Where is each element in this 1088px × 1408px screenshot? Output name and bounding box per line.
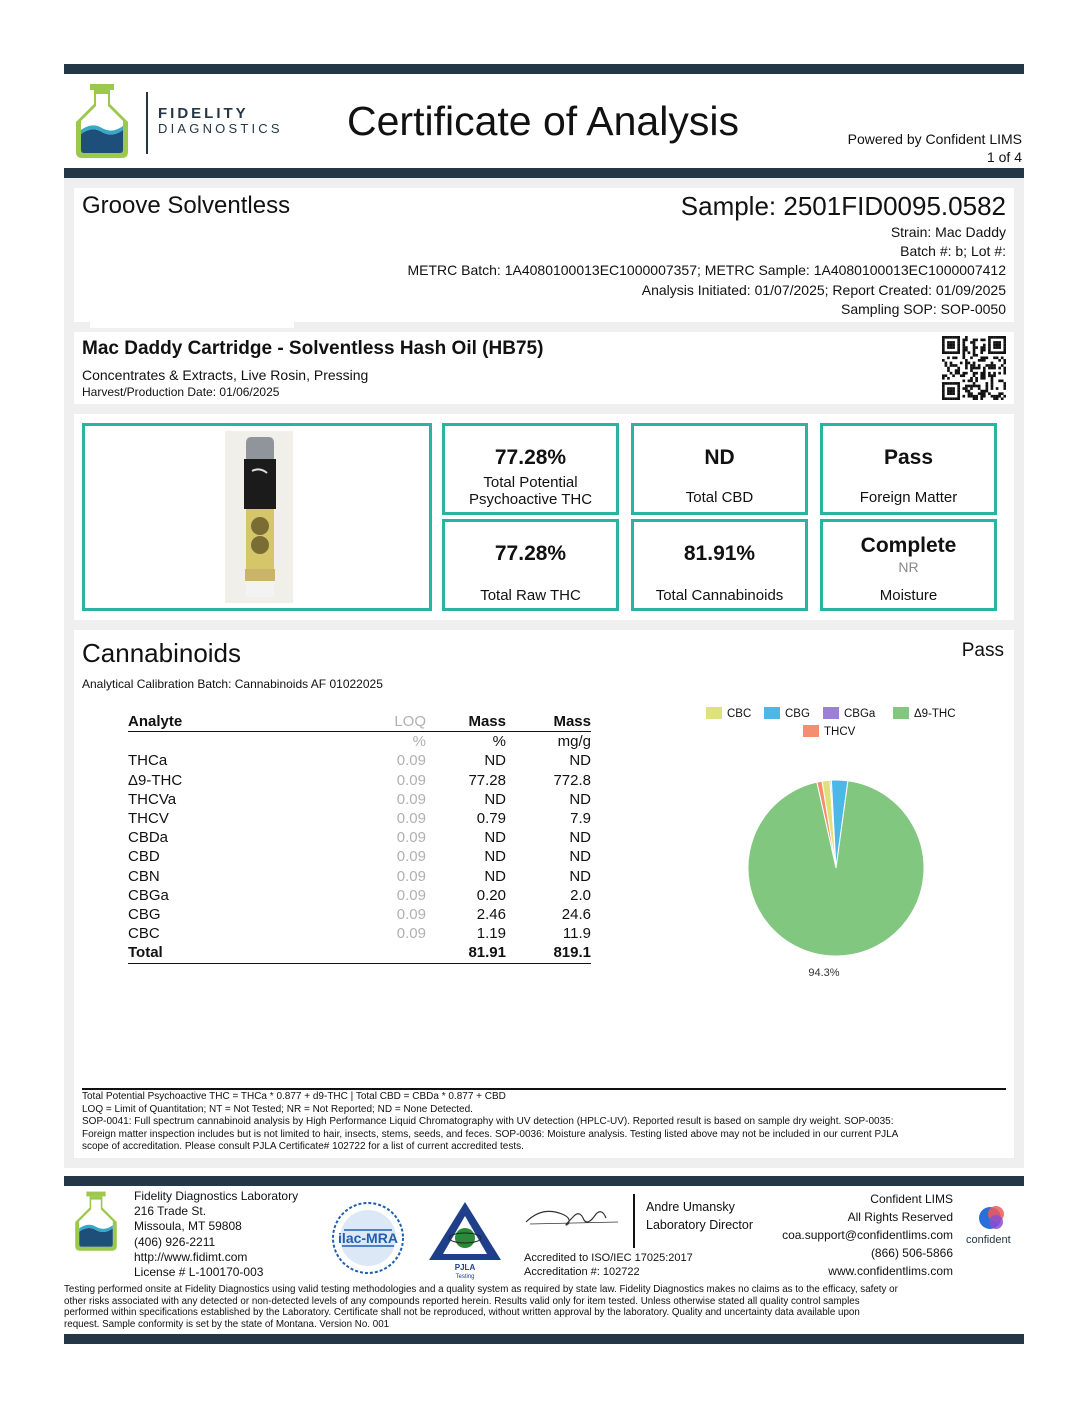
unit-mass-pct: %: [492, 733, 506, 751]
legend-label: CBG: [785, 708, 810, 720]
legend-label: THCV: [824, 726, 856, 738]
mass-pct-value: 77.28: [468, 771, 506, 789]
cannabinoid-pie-chart: [700, 740, 980, 990]
total-cannabinoids-value: 81.91%: [683, 542, 756, 565]
legend-label: CBGa: [844, 708, 876, 720]
analyte-name: CBDa: [128, 829, 169, 847]
loq-value: 0.09: [396, 886, 426, 904]
foreign-matter-box: [820, 423, 997, 515]
analyte-name: CBC: [128, 925, 160, 943]
cannabinoid-table: [128, 712, 591, 964]
lab-line: http://www.fidimt.com: [134, 1249, 248, 1264]
legend-label: CBC: [727, 708, 752, 720]
table-row: [128, 905, 591, 924]
batch-lot: Batch #: b; Lot #:: [900, 243, 1006, 259]
lab-address: [134, 1189, 298, 1280]
ilac-text: ilac-MRA: [338, 1230, 398, 1246]
lab-line: 216 Trade St.: [134, 1204, 207, 1219]
table-row: [128, 771, 591, 790]
calibration-batch: Analytical Calibration Batch: Cannabinoids AF 01022025: [82, 677, 383, 691]
loq-value: 0.09: [396, 925, 426, 943]
lims-contact: [782, 1190, 953, 1280]
analysis-dates: Analysis Initiated: 01/07/2025; Report Created: 01/09/2025: [641, 282, 1006, 298]
mass-pct-value: ND: [484, 867, 506, 885]
cannabinoids-status: Pass: [961, 640, 1004, 661]
iso-accreditation: Accredited to ISO/IEC 17025:2017: [524, 1252, 693, 1264]
note-line: Total Potential Psychoactive THC = THCa * 0.877 + d9-THC | Total CBD = CBDa * 0.877 + CBD: [82, 1091, 506, 1102]
total-raw-thc-label: Total Raw THC: [480, 587, 581, 604]
loq-value: 0.09: [396, 790, 426, 808]
pjla-sub-text: Testing: [455, 1274, 475, 1280]
moisture-box: [820, 519, 997, 611]
table-row: [128, 867, 591, 886]
analyte-name: CBGa: [128, 886, 169, 904]
loq-value: 0.09: [396, 906, 426, 924]
sampling-sop: Sampling SOP: SOP-0050: [841, 301, 1006, 317]
strain: Strain: Mac Daddy: [890, 224, 1006, 240]
total-raw-thc-box: [442, 519, 619, 611]
header-analyte: Analyte: [128, 712, 358, 732]
table-row: [128, 886, 591, 905]
legend-swatch: [893, 707, 909, 719]
legend-swatch: [706, 707, 722, 719]
client-name: Groove Solventless: [82, 192, 291, 219]
disclaimer-line: performed within specifications established by the Laboratory. Certificate shall not be reproduced, without written approval by the laboratory. Quality and uncertainty data available upon: [64, 1307, 860, 1318]
disclaimer-line: other risks associated with any detected or non-detected levels of any compounds reported herein. Results valid only for item tested. Unless otherwise stated all quality control samples: [64, 1295, 860, 1307]
product-name: Mac Daddy Cartridge - Solventless Hash Oil (HB75): [82, 338, 544, 359]
harvest-date: Harvest/Production Date: 01/06/2025: [82, 385, 280, 399]
legend-item: [764, 707, 810, 720]
bottom-bar: [64, 1334, 1024, 1344]
metrc-info: METRC Batch: 1A4080100013EC1000007357; METRC Sample: 1A4080100013EC1000007412: [407, 262, 1006, 278]
lab-line: License # L-100170-003: [134, 1265, 264, 1280]
legend-item: [706, 707, 751, 720]
legend-swatch: [803, 725, 819, 737]
total-thc-box: [442, 423, 619, 515]
header-bottom-bar: [64, 168, 1024, 178]
total-cannabinoids-box: [631, 519, 808, 611]
moisture-label: Moisture: [879, 587, 938, 604]
total-thc-value: 77.28%: [494, 446, 567, 469]
mass-mg-value: ND: [569, 829, 591, 847]
loq-value: 0.09: [396, 848, 426, 866]
total-thc-label: [445, 474, 616, 508]
mass-pct-value: 2.46: [476, 906, 506, 924]
total-mass-pct: 81.91: [426, 943, 506, 963]
pjla-text: PJLA: [454, 1263, 476, 1272]
powered-by: Powered by Confident LIMS: [847, 131, 1022, 147]
director-title: Laboratory Director: [646, 1218, 753, 1232]
logo-text-diagnostics: DIAGNOSTICS: [158, 121, 283, 136]
mass-pct-value: ND: [484, 790, 506, 808]
mass-mg-value: 24.6: [561, 906, 591, 924]
mass-mg-value: ND: [569, 790, 591, 808]
table-row: [128, 924, 591, 943]
disclaimer-line: Testing performed onsite at Fidelity Diagnostics using valid testing methodologies and a quality system as required by state law. Fidelity Diagnostics makes no claims as to the efficacy, safety or: [64, 1284, 898, 1295]
mass-mg-value: 2.0: [570, 886, 591, 904]
total-thc-label-line2: Psychoactive THC: [468, 491, 593, 508]
lims-line: www.confidentlims.com: [828, 1264, 953, 1278]
page-title: Certificate of Analysis: [347, 98, 739, 144]
legend-item: [803, 725, 855, 738]
table-row: [128, 790, 591, 809]
mass-pct-value: 0.79: [476, 810, 506, 828]
director-name: Andre Umansky: [646, 1200, 735, 1214]
sample-id: Sample: 2501FID0095.0582: [680, 191, 1006, 221]
ilac-mra-logo-icon: [330, 1200, 406, 1276]
analyte-name: CBN: [128, 867, 160, 885]
total-cannabinoids-label: Total Cannabinoids: [655, 587, 784, 604]
analyte-name: CBD: [128, 848, 160, 866]
flask-logo-icon: [70, 82, 134, 162]
lims-line: All Rights Reserved: [847, 1210, 953, 1224]
foreign-matter-value: Pass: [883, 446, 934, 469]
mass-mg-value: 7.9: [570, 810, 591, 828]
accreditation-number: Accreditation #: 102722: [524, 1266, 640, 1278]
table-row: [128, 809, 591, 828]
moisture-sub: NR: [898, 559, 919, 575]
client-panel-notch: [90, 322, 294, 328]
pie-slice-label: 94.3%: [808, 967, 840, 979]
confident-brand: confident: [966, 1234, 1011, 1246]
mass-mg-value: 772.8: [553, 771, 591, 789]
cartridge-image: [225, 431, 293, 603]
legend-item: [823, 707, 875, 720]
director-signature: [522, 1196, 622, 1232]
unit-analyte: [128, 732, 358, 752]
mass-mg-value: 11.9: [562, 925, 591, 943]
table-row: [128, 751, 591, 770]
analyte-name: THCVa: [128, 790, 177, 808]
analyte-name: CBG: [128, 906, 161, 924]
lab-line: Missoula, MT 59808: [134, 1219, 242, 1234]
unit-mass-mg: mg/g: [557, 733, 591, 751]
lims-line: Confident LIMS: [870, 1192, 953, 1206]
cannabinoids-title: Cannabinoids: [82, 638, 242, 668]
footer-top-bar: [64, 1176, 1024, 1186]
total-cbd-label: Total CBD: [685, 489, 754, 506]
notes-rule: [82, 1088, 1006, 1090]
lab-line: Fidelity Diagnostics Laboratory: [134, 1189, 299, 1203]
loq-value: 0.09: [396, 752, 426, 770]
lab-line: (406) 926-2211: [134, 1234, 216, 1249]
total-cbd-value: ND: [704, 446, 735, 469]
header-mass-mg: Mass: [506, 712, 591, 732]
note-line: Foreign matter inspection includes but is not limited to hair, insects, stems, seeds, and feces. SOP-0036: Moisture analysis. Testing listed above may not be included in our current PJLA: [82, 1128, 899, 1140]
analyte-name: THCV: [128, 810, 169, 828]
footer-flask-logo-icon: [70, 1190, 122, 1254]
mass-pct-value: 0.20: [476, 886, 506, 904]
header-mass-pct: Mass: [426, 712, 506, 732]
signature-divider: [633, 1194, 635, 1248]
table-header-row: [128, 712, 591, 732]
loq-value: 0.09: [396, 867, 426, 885]
table-row: [128, 847, 591, 866]
analyte-name: THCa: [128, 752, 168, 770]
mass-pct-value: ND: [484, 752, 506, 770]
disclaimer: [64, 1284, 1024, 1330]
product-category: Concentrates & Extracts, Live Rosin, Pressing: [82, 367, 369, 383]
product-image-frame: [82, 423, 432, 611]
analyte-name: Δ9-THC: [128, 771, 183, 789]
mass-pct-value: ND: [484, 829, 506, 847]
table-units-row: [128, 732, 591, 752]
unit-loq: %: [412, 733, 426, 751]
top-bar: [64, 64, 1024, 74]
notes: [82, 1091, 1012, 1154]
note-line: SOP-0041: Full spectrum cannabinoid analysis by High Performance Liquid Chromatography with UV detection (HPLC-UV). Reported result is based on sample dry weight. SOP-0035:: [82, 1116, 894, 1127]
mass-pct-value: 1.19: [476, 925, 506, 943]
legend-swatch: [823, 707, 839, 719]
loq-value: 0.09: [396, 810, 426, 828]
legend-label: Δ9-THC: [914, 708, 956, 720]
total-raw-thc-value: 77.28%: [494, 542, 567, 565]
foreign-matter-label: Foreign Matter: [859, 489, 958, 506]
total-label: Total: [128, 943, 358, 963]
legend-swatch: [764, 707, 780, 719]
logo-divider: [146, 92, 148, 154]
mass-mg-value: ND: [569, 867, 591, 885]
total-thc-label-line1: Total Potential: [483, 474, 578, 491]
disclaimer-line: request. Sample conformity is set by the state of Montana. Version No. 001: [64, 1318, 390, 1330]
table-total-row: [128, 943, 591, 963]
note-line: scope of accreditation. Please consult PJLA Certificate# 102722 for a list of current accredited tests.: [82, 1141, 524, 1152]
loq-value: 0.09: [396, 829, 426, 847]
mass-mg-value: ND: [569, 848, 591, 866]
table-row: [128, 828, 591, 847]
lims-line: coa.support@confidentlims.com: [782, 1228, 953, 1242]
qr-code[interactable]: [942, 336, 1006, 400]
legend-item: [893, 707, 956, 720]
total-mass-mg: 819.1: [506, 943, 591, 963]
header-loq: LOQ: [358, 712, 426, 732]
mass-mg-value: ND: [569, 752, 591, 770]
mass-pct-value: ND: [484, 848, 506, 866]
loq-value: 0.09: [396, 771, 426, 789]
page-number: 1 of 4: [986, 149, 1022, 165]
lims-line: (866) 506-5866: [870, 1246, 953, 1260]
logo-text-fidelity: FIDELITY: [158, 105, 249, 122]
moisture-value: Complete: [860, 534, 957, 557]
note-line: LOQ = Limit of Quantitation; NT = Not Tested; NR = Not Reported; ND = None Detected.: [82, 1103, 473, 1115]
pjla-logo-icon: [425, 1198, 505, 1280]
total-cbd-box: [631, 423, 808, 515]
total-loq: [358, 943, 426, 963]
confident-logo-icon: [974, 1202, 1010, 1234]
